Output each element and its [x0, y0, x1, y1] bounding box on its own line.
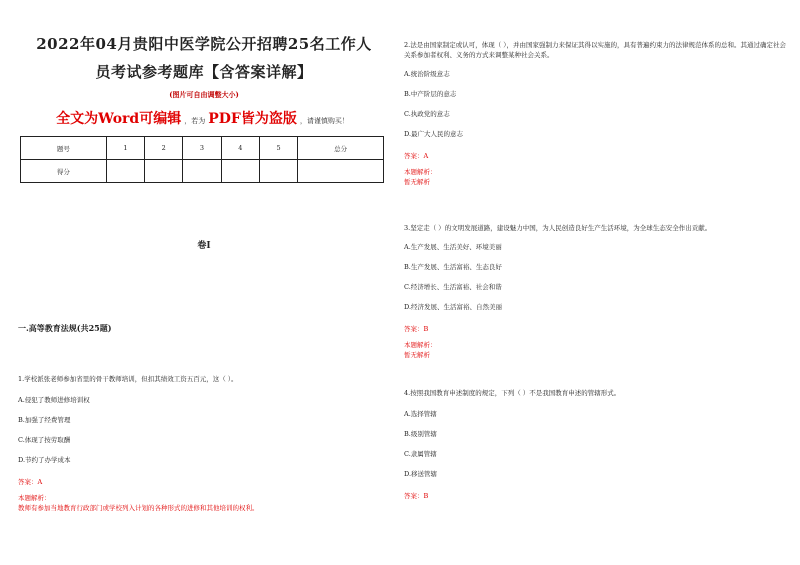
section-heading: 一.高等教育法规(共25题) [18, 323, 112, 333]
volume-heading: 卷I [197, 241, 211, 251]
question-2 [404, 40, 789, 187]
question-1 [18, 374, 390, 513]
banner-end-text: ，请谨慎购买！ [299, 117, 349, 125]
score-cell-5: 5 [259, 137, 297, 160]
analysis-heading: 本题解析： [18, 494, 51, 502]
score-input-2 [145, 160, 183, 183]
question-stem: 1.学校派张老师参加省里的骨干教师培训，但扣其绩效工资五百元，这（ ）。 [18, 375, 238, 383]
banner-pdf-piracy: PDF皆为盗版 [208, 111, 297, 127]
score-input-3 [183, 160, 221, 183]
score-cell-3: 3 [183, 137, 221, 160]
option-b: B.生产发展、生活富裕、生态良好 [404, 263, 502, 271]
answer-text: 答案：B [404, 492, 429, 500]
score-cell-label: 题号 [21, 137, 107, 160]
answer-text: 答案：B [404, 325, 429, 333]
score-cell-total: 总分 [298, 137, 384, 160]
score-input-4 [221, 160, 259, 183]
score-row-label: 得分 [21, 160, 107, 183]
option-c: C.体现了按劳取酬 [18, 436, 71, 444]
score-table [20, 136, 384, 183]
resize-note: (图片可自由调整大小) [169, 90, 239, 99]
analysis-heading: 本题解析： [404, 341, 437, 349]
option-c: C.隶属管辖 [404, 450, 437, 458]
option-b: B.级别管辖 [404, 430, 437, 438]
option-b: B.加强了经费管理 [18, 416, 71, 424]
score-cell-4: 4 [221, 137, 259, 160]
analysis-heading: 本题解析： [404, 168, 437, 176]
option-c: C.执政党的意志 [404, 110, 450, 118]
answer-text: 答案：A [18, 478, 43, 486]
score-input-5 [259, 160, 297, 183]
analysis-text: 暂无解析 [404, 351, 430, 359]
option-d: D.移送管辖 [404, 470, 438, 478]
question-stem: 4.按照我国教育申述制度的规定，下列（ ）不是我国教育申述的管辖形式。 [404, 389, 621, 397]
option-a: A.统治阶级意志 [404, 70, 450, 78]
banner-word-editable: 全文为Word可编辑 [56, 111, 182, 127]
score-table-header-row [21, 137, 384, 160]
option-a: A.选择管辖 [404, 410, 437, 418]
title-line-2: 员考试参考题库【含答案详解】 [95, 63, 313, 81]
score-input-total [298, 160, 384, 183]
right-column [404, 40, 789, 500]
question-stem: 3.坚定走（ ）的文明发展道路，建设魅力中国，为人民创造良好生产生活环境，为全球生态安全作出贡献。 [404, 224, 712, 232]
option-d: D.经济发展、生活富裕、自然美丽 [404, 303, 503, 311]
answer-text: 答案：A [404, 152, 429, 160]
option-a: A.侵犯了教师进修培训权 [18, 396, 90, 404]
analysis-text: 暂无解析 [404, 178, 430, 186]
score-cell-1: 1 [106, 137, 144, 160]
left-column [18, 30, 390, 513]
score-cell-2: 2 [145, 137, 183, 160]
question-stem: 2.法是由国家制定或认可，体现（ ），并由国家强制力来保证其得以实施的，具有普遍约束力的法律规范体系的总和。其通过确定社会关系参加者权利、义务的方式来调整某种社会关系。 [404, 41, 787, 59]
option-b: B.中产阶层的意志 [404, 90, 457, 98]
banner-middle-text: ，若为 [184, 117, 206, 125]
question-3 [404, 223, 789, 360]
option-a: A.生产发展、生活美好、环境美丽 [404, 243, 502, 251]
analysis-text: 教师有参加当地教育行政部门或学校列入计划的各种形式的进修和其他培训的权利。 [18, 504, 259, 512]
title-line-1: 2022年04月贵阳中医学院公开招聘25名工作人 [36, 35, 372, 53]
question-4 [404, 388, 789, 500]
option-d: D.最广大人民的意志 [404, 130, 464, 138]
score-input-1 [106, 160, 144, 183]
copyright-banner [18, 108, 390, 128]
score-table-score-row [21, 160, 384, 183]
option-c: C.经济增长、生活富裕、社会和谐 [404, 283, 502, 291]
option-d: D.节约了办学成本 [18, 456, 71, 464]
page-title [18, 30, 390, 86]
